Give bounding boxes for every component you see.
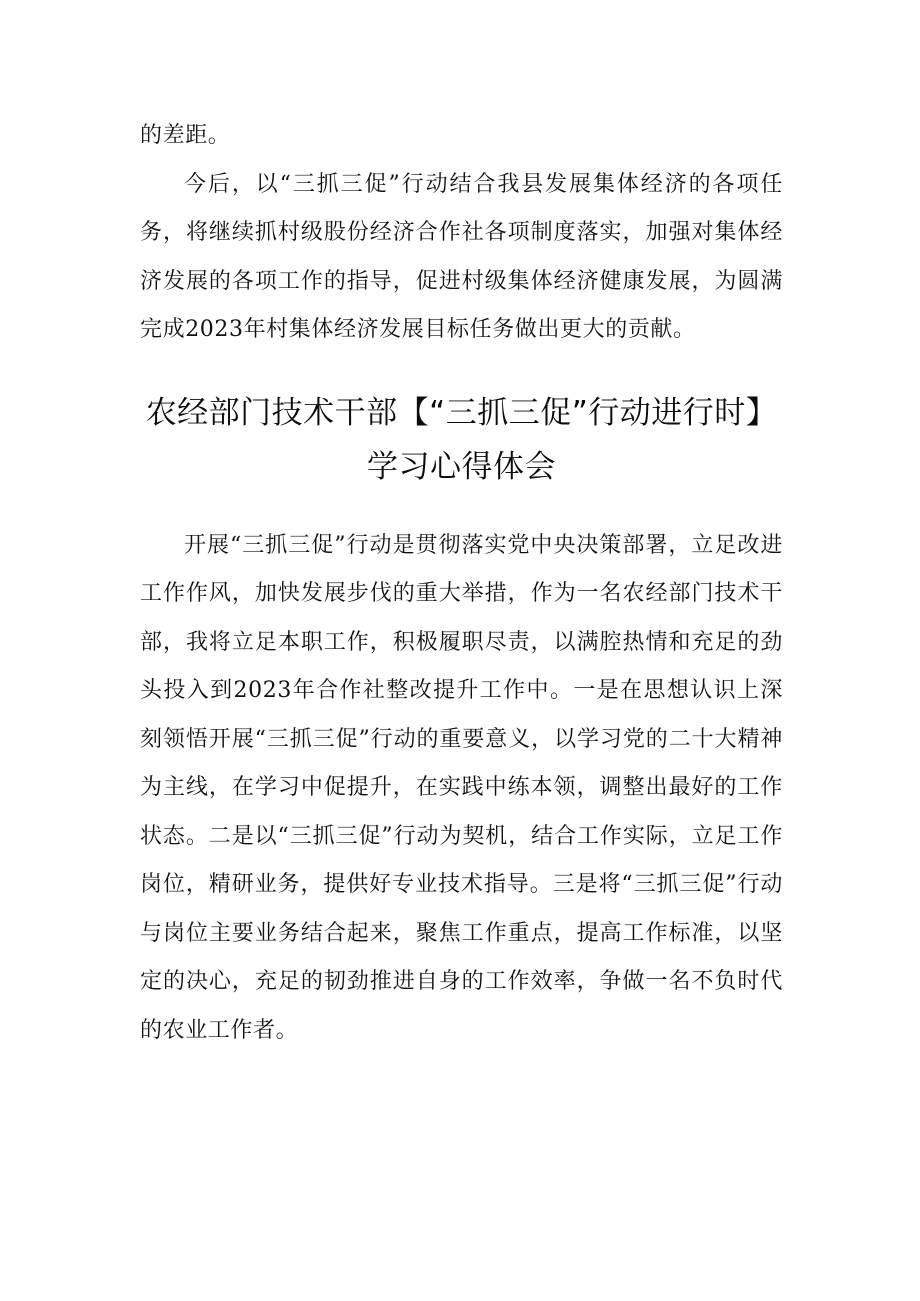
article-title: 农经部门技术干部【“三抓三促”行动进行时】学习心得体会 [145,394,778,485]
document-content [140,112,783,1055]
closing-paragraph: 今后，以“三抓三促”行动结合我县发展集体经济的各项任务，将继续抓村级股份经济合作社各项制度落实，加强对集体经济发展的各项工作的指导，促进村级集体经济健康发展，为圆满完成2023年村集体经济发展目标任务做出更大的贡献。 [140,171,783,342]
article-body-paragraph: 开展“三抓三促”行动是贯彻落实党中央决策部署，立足改进工作作风，加快发展步伐的重大举措，作为一名农经部门技术干部，我将立足本职工作，积极履职尽责，以满腔热情和充足的劲头投入到2023年合作社整改提升工作中。一是在思想认识上深刻领悟开展“三抓三促”行动的重要意义，以学习党的二十大精神为主线，在学习中促提升，在实践中练本领，调整出最好的工作状态。二是以“三抓三促”行动为契机，结合工作实际，立足工作岗位，精研业务，提供好专业技术指导。三是将“三抓三促”行动与岗位主要业务结合起来，聚焦工作重点，提高工作标准，以坚定的决心，充足的韧劲推进自身的工作效率，争做一名不负时代的农业工作者。 [140,532,783,1043]
previous-paragraph-tail: 的差距。 [140,123,231,148]
